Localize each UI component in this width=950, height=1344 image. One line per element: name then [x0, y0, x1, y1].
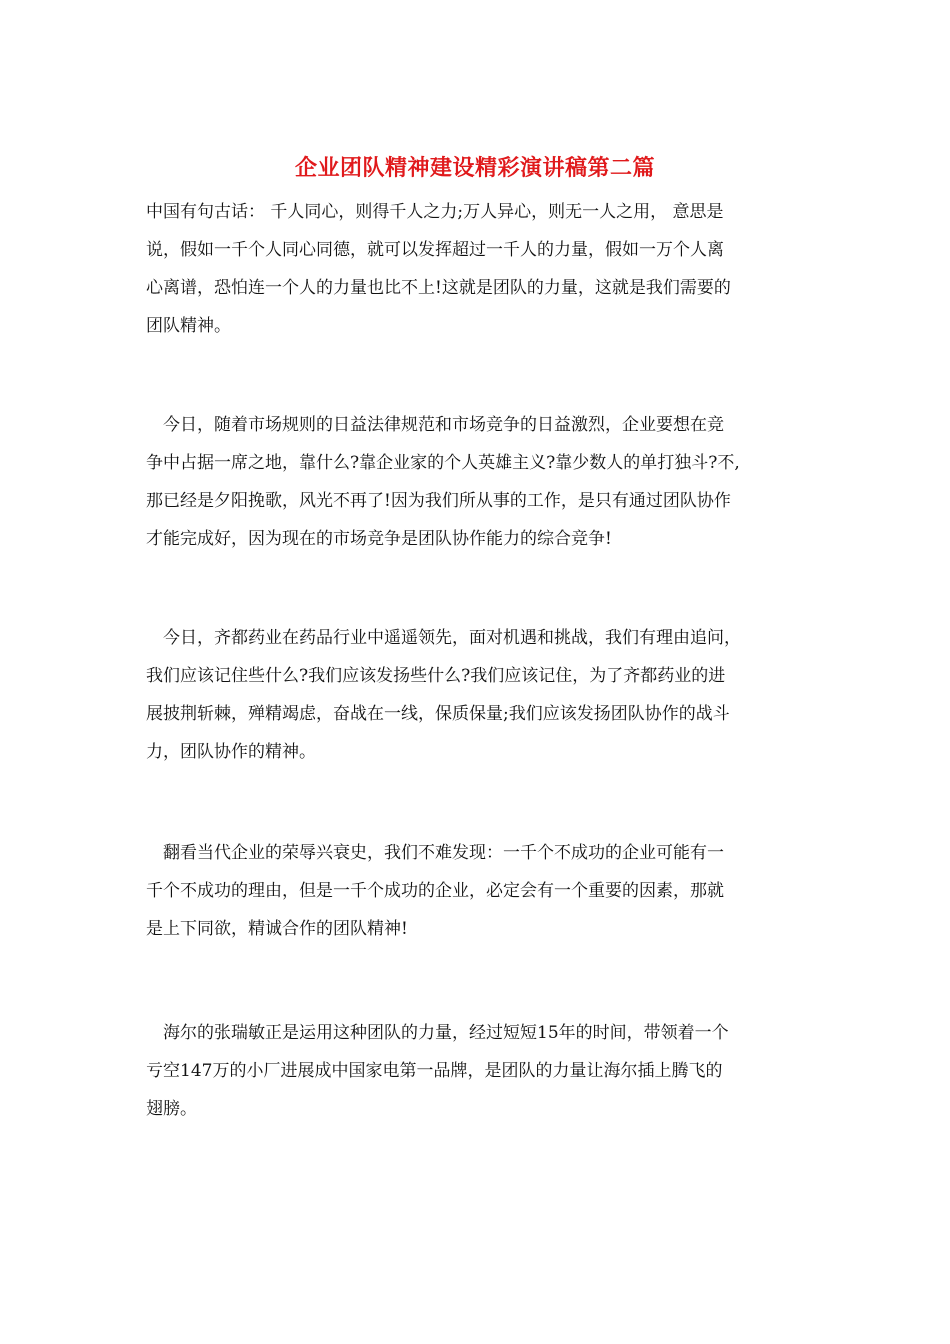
paragraph-line: 团队精神。	[146, 316, 231, 336]
document-title: 企业团队精神建设精彩演讲稿第二篇	[294, 155, 655, 181]
paragraph-5	[146, 1014, 812, 1128]
paragraph-line: 心离谱，恐怕连一个人的力量也比不上!这就是团队的力量，这就是我们需要的	[146, 278, 731, 298]
paragraph-line: 翻看当代企业的荣辱兴衰史，我们不难发现：一千个不成功的企业可能有一	[163, 843, 724, 863]
paragraph-line: 中国有句古话： 千人同心，则得千人之力;万人异心，则无一人之用， 意思是	[146, 202, 724, 222]
paragraph-line: 才能完成好，因为现在的市场竞争是团队协作能力的综合竞争!	[146, 529, 612, 549]
paragraph-3	[146, 619, 812, 771]
paragraph-line: 争中占据一席之地，靠什么?靠企业家的个人英雄主义?靠少数人的单打独斗?不,	[146, 453, 740, 473]
paragraph-line: 今日，齐都药业在药品行业中遥遥领先，面对机遇和挑战，我们有理由追问，	[163, 628, 741, 648]
paragraph-2	[146, 406, 812, 558]
paragraph-line: 千个不成功的理由，但是一千个成功的企业，必定会有一个重要的因素，那就	[146, 881, 724, 901]
paragraph-4	[146, 834, 812, 948]
paragraph-1	[146, 193, 812, 345]
paragraph-line: 展披荆斩棘，殚精竭虑，奋战在一线，保质保量;我们应该发扬团队协作的战斗	[146, 704, 730, 724]
paragraph-line: 那已经是夕阳挽歌，风光不再了!因为我们所从事的工作，是只有通过团队协作	[146, 491, 731, 511]
paragraph-line: 海尔的张瑞敏正是运用这种团队的力量，经过短短15年的时间，带领着一个	[163, 1023, 729, 1043]
paragraph-line: 我们应该记住些什么?我们应该发扬些什么?我们应该记住，为了齐都药业的进	[146, 666, 726, 686]
paragraph-line: 力，团队协作的精神。	[146, 742, 316, 762]
paragraph-line: 今日，随着市场规则的日益法律规范和市场竞争的日益激烈，企业要想在竞	[163, 415, 724, 435]
paragraph-line: 亏空147万的小厂进展成中国家电第一品牌，是团队的力量让海尔插上腾飞的	[146, 1061, 723, 1081]
paragraph-line: 翅膀。	[146, 1099, 197, 1119]
paragraph-line: 说，假如一千个人同心同德，就可以发挥超过一千人的力量，假如一万个人离	[146, 240, 724, 260]
paragraph-line: 是上下同欲，精诚合作的团队精神!	[146, 919, 408, 939]
